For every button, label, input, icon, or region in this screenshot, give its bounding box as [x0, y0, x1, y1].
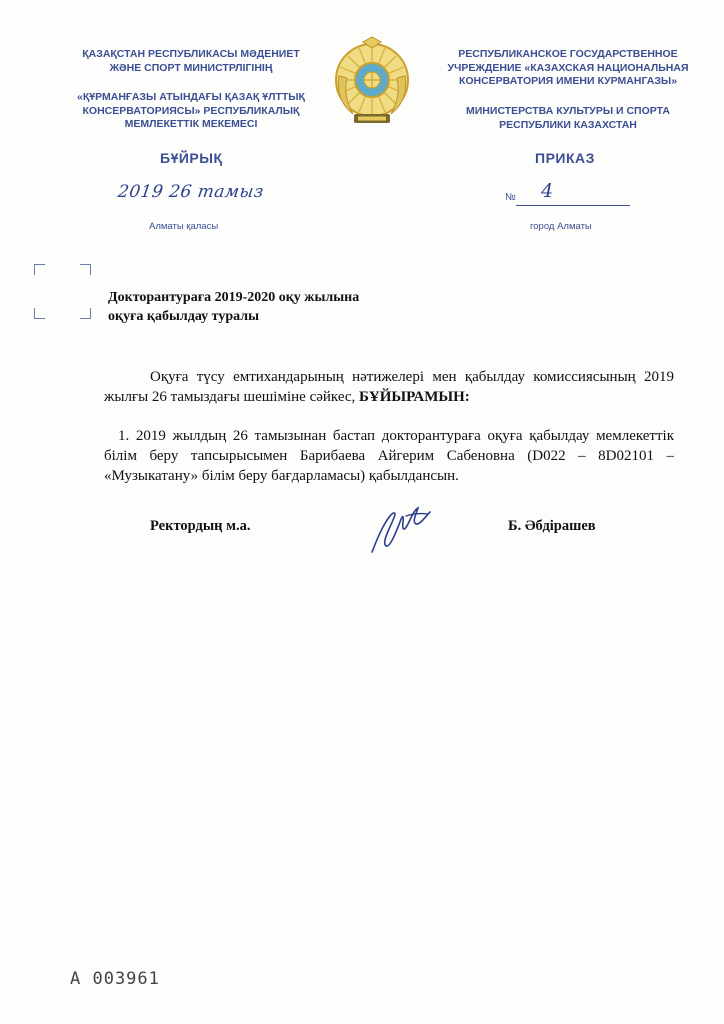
signatory-position: Ректордың м.а.: [150, 518, 251, 534]
letterhead-ministry-ru: [432, 105, 704, 132]
letterhead-institution-kz: [60, 91, 322, 132]
letterhead-ministry-kz: [60, 48, 322, 75]
title-line: Докторантураға 2019-2020 оқу жылына: [108, 290, 360, 305]
letterhead-line: ЖӘНЕ СПОРТ МИНИСТРЛІГІНІҢ: [109, 61, 273, 74]
letterhead-institution-ru: [432, 48, 704, 89]
letterhead-line: КОНСЕРВАТОРИЯ ИМЕНИ КУРМАНГАЗЫ»: [458, 75, 678, 87]
order-label-kz: БҰЙРЫҚ: [160, 150, 223, 166]
order-number-underline: [516, 205, 630, 206]
form-serial-number: А 003961: [70, 969, 160, 989]
corner-mark-bottom-left: [34, 308, 45, 319]
corner-mark-top-right: [80, 264, 91, 275]
signatory-name: Б. Әбдірашев: [508, 518, 596, 534]
letterhead-line: МИНИСТЕРСТВА КУЛЬТУРЫ И СПОРТА: [466, 105, 670, 117]
letterhead-line: РЕСПУБЛИКИ КАЗАХСТАН: [499, 118, 637, 131]
corner-mark-bottom-right: [80, 308, 91, 319]
paragraph-text: Оқуға түсу емтихандарының нәтижелері мен қабылдау комиссиясының 2019 жылғы 26 тамыздағы шешіміне сәйкес,: [104, 369, 674, 405]
body-paragraph-2: 1. 2019 жылдың 26 тамызынан бастап докторантураға оқуға қабылдау мемлекеттік білім беру тапсырысымен Барибаева Айгерим Сабеновна (D022 – 8D02101 – «Музыкатану» білім беру бағдарламасы) қабылдансын.: [104, 428, 674, 484]
letterhead-line: УЧРЕЖДЕНИЕ «КАЗАХСКАЯ НАЦИОНАЛЬНАЯ: [447, 61, 689, 74]
paragraph-emphasis: БҰЙЫРАМЫН:: [359, 389, 470, 405]
corner-mark-top-left: [34, 264, 45, 275]
letterhead-line: МЕМЛЕКЕТТІК МЕКЕМЕСІ: [124, 118, 258, 130]
city-kz: Алматы қаласы: [149, 221, 219, 232]
order-number-handwritten: 4: [541, 180, 554, 202]
order-date-handwritten: 2019 26 тамыз: [116, 182, 266, 202]
body-paragraph-1: [104, 367, 674, 407]
letterhead-line: ҚАЗАҚСТАН РЕСПУБЛИКАСЫ МӘДЕНИЕТ: [82, 48, 300, 60]
signature-icon: [366, 502, 436, 556]
letterhead-line: «ҚҰРМАНҒАЗЫ АТЫНДАҒЫ ҚАЗАҚ ҰЛТТЫҚ: [77, 91, 305, 103]
title-line: оқуға қабылдау туралы: [108, 309, 260, 324]
state-emblem-icon: [333, 36, 411, 130]
order-label-ru: ПРИКАЗ: [535, 150, 595, 166]
order-number-label: №: [505, 192, 516, 203]
city-ru: город Алматы: [530, 221, 592, 232]
letterhead-line: РЕСПУБЛИКАНСКОЕ ГОСУДАРСТВЕННОЕ: [458, 48, 678, 60]
letterhead-line: КОНСЕРВАТОРИЯСЫ» РЕСПУБЛИКАЛЫҚ: [82, 104, 300, 117]
document-title: [108, 288, 359, 326]
